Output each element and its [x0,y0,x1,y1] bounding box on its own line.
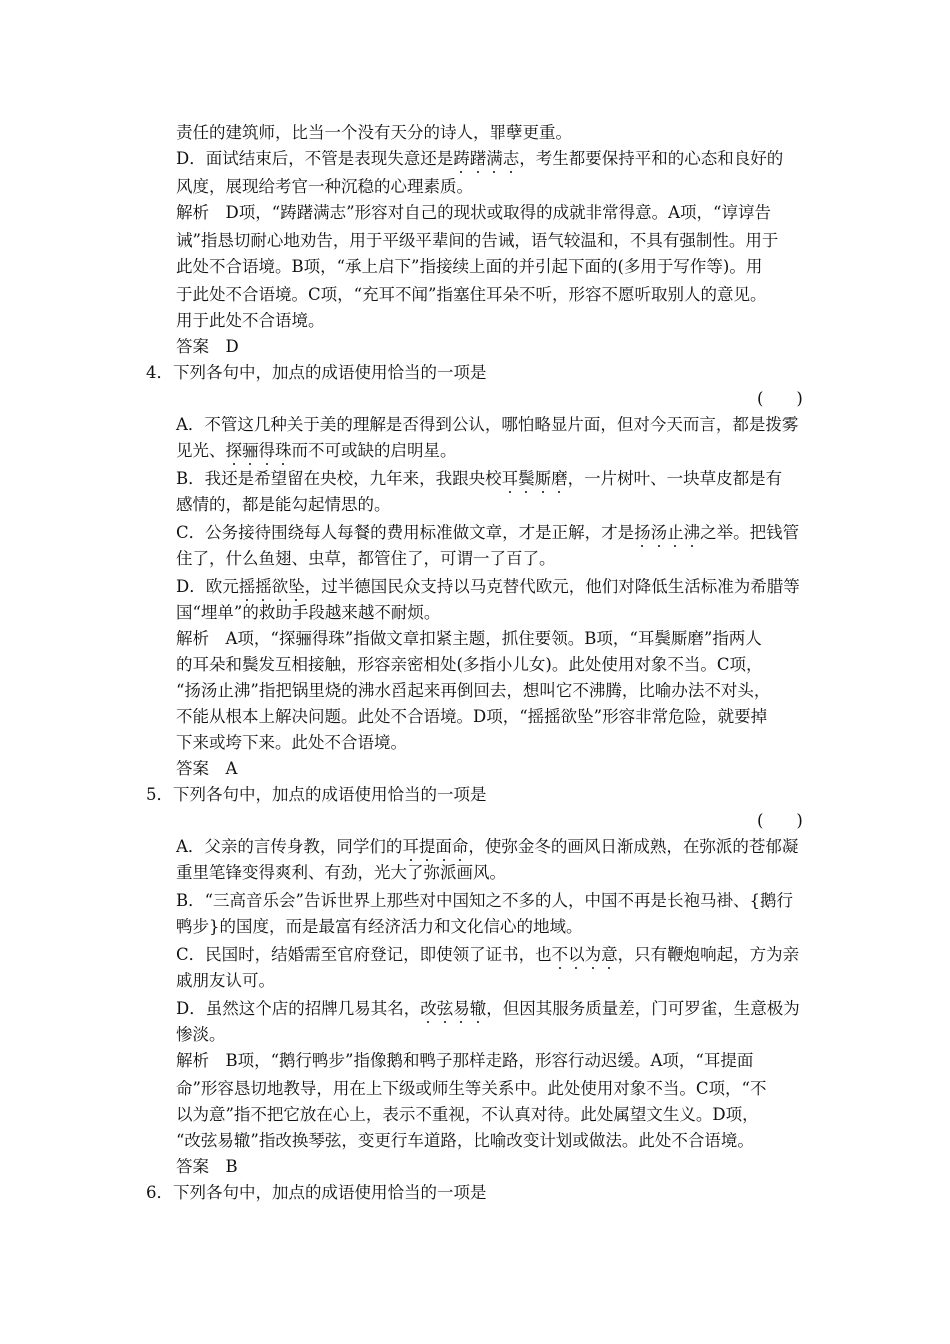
text-line: 命”形容恳切地教导，用在上下级或师生等关系中。此处使用对象不当。C项，“不 [176,1079,767,1098]
dotted-idiom: 不以为意 [551,945,618,964]
text-line: ( ) [757,811,803,830]
text-line: A．父亲的言传身教，同学们的耳提面命，使弥金冬的画风日渐成熟，在弥派的苍郁凝 [176,837,799,856]
text-line: ( ) [757,389,803,408]
text-line: B．“三高音乐会”告诉世界上那些对中国知之不多的人，中国不再是长袍马褂、{鹅行 [176,891,793,910]
dotted-idiom: 改弦易辙 [420,999,487,1018]
text-line: A．不管这几种关于美的理解是否得到公认，哪怕略显片面，但对今天而言，都是拨雾 [176,415,799,434]
text-line: 用于此处不合语境。 [176,311,325,330]
dotted-idiom: 摇摇欲坠 [238,577,305,596]
text-line: 解析 B项，“鹅行鸭步”指像鹅和鸭子那样走路，形容行动迟缓。A项，“耳提面 [176,1051,754,1070]
text-line: D．虽然这个店的招牌几易其名，改弦易辙，但因其服务质量差，门可罗雀，生意极为 [176,999,800,1018]
text-line: 责任的建筑师，比当一个没有天分的诗人，罪孽更重。 [176,123,572,142]
dotted-idiom: 探骊得珠 [225,441,292,460]
text-line: 惨淡。 [176,1025,226,1044]
text-line: 的耳朵和鬓发互相接触，形容亲密相处(多指小儿女)。此处使用对象不当。C项， [176,655,763,674]
dotted-idiom: 扬汤止沸 [634,523,701,542]
text-line: C．公务接待围绕每人每餐的费用标准做文章，才是正解，才是扬汤止沸之举。把钱管 [176,523,800,542]
text-line: 戚朋友认可。 [176,971,275,990]
text-line: 国“埋单”的救助手段越来越不耐烦。 [176,603,441,622]
text-line: “扬汤止沸”指把锅里烧的沸水舀起来再倒回去，想叫它不沸腾，比喻办法不对头， [176,681,771,700]
text-line: 6．下列各句中，加点的成语使用恰当的一项是 [146,1183,487,1202]
dotted-idiom: 耳鬓厮磨 [501,469,568,488]
text-line: D．欧元摇摇欲坠，过半德国民众支持以马克替代欧元，他们对降低生活标准为希腊等 [176,577,800,596]
text-line: 于此处不合语境。C项，“充耳不闻”指塞住耳朵不听，形容不愿听取别人的意见。 [176,285,767,304]
text-line: D．面试结束后，不管是表现失意还是踌躇满志，考生都要保持平和的心态和良好的 [176,149,784,168]
text-line: 重里笔锋变得爽利、有劲，光大了弥派画风。 [176,863,506,882]
text-line: 此处不合语境。B项，“承上启下”指接续上面的并引起下面的(多用于写作等)。用 [176,257,763,276]
text-line: 见光、探骊得珠而不可或缺的启明星。 [176,441,457,460]
dotted-idiom: 踌躇满志 [453,149,520,168]
dotted-idiom: 耳提面命 [402,837,469,856]
text-line: 答案 B [176,1157,238,1176]
text-line: 诫”指恳切耐心地劝告，用于平级平辈间的告诫，语气较温和，不具有强制性。用于 [176,231,779,250]
text-line: 不能从根本上解决问题。此处不合语境。D项，“摇摇欲坠”形容非常危险，就要掉 [176,707,768,726]
text-line: 解析 A项，“探骊得珠”指做文章扣紧主题，抓住要领。B项，“耳鬓厮磨”指两人 [176,629,762,648]
text-line: 下来或垮下来。此处不合语境。 [176,733,407,752]
text-line: 解析 D项，“踌躇满志”形容对自己的现状或取得的成就非常得意。A项，“谆谆告 [176,203,771,222]
text-line: B．我还是希望留在央校，九年来，我跟央校耳鬓厮磨，一片树叶、一块草皮都是有 [176,469,783,488]
text-line: 答案 A [176,759,238,778]
text-line: “改弦易辙”指改换琴弦，变更行车道路，比喻改变计划或做法。此处不合语境。 [176,1131,754,1150]
text-line: 以为意”指不把它放在心上，表示不重视，不认真对待。此处属望文生义。D项， [176,1105,759,1124]
text-line: 5．下列各句中，加点的成语使用恰当的一项是 [146,785,487,804]
text-line: C．民国时，结婚需至官府登记，即使领了证书，也不以为意，只有鞭炮响起，方为亲 [176,945,800,964]
text-line: 鸭步}的国度，而是最富有经济活力和文化信心的地域。 [176,917,583,936]
text-line: 住了，什么鱼翅、虫草，都管住了，可谓一了百了。 [176,549,556,568]
text-line: 答案 D [176,337,239,356]
text-line: 4．下列各句中，加点的成语使用恰当的一项是 [146,363,487,382]
text-line: 感情的，都是能勾起情思的。 [176,495,391,514]
text-line: 风度，展现给考官一种沉稳的心理素质。 [176,177,473,196]
